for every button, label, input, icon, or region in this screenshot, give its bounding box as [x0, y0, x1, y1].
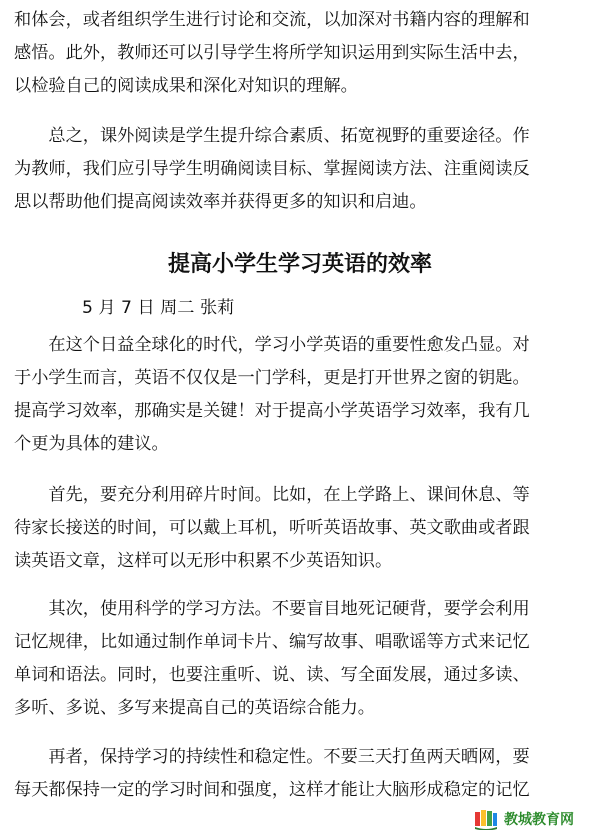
paragraph-2	[14, 120, 586, 219]
paragraph-1	[14, 4, 586, 103]
paragraph-line: 于小学生而言，英语不仅仅是一门学科，更是打开世界之窗的钥匙。	[14, 368, 530, 388]
paragraph-line: 读英语文章，这样可以无形中积累不少英语知识。	[14, 551, 393, 571]
article-meta: 5 月 7 日 周二 张莉	[82, 298, 235, 318]
paragraph-line: 在这个日益全球化的时代，学习小学英语的重要性愈发凸显。对	[14, 335, 530, 355]
paragraph-line: 个更为具体的建议。	[14, 434, 169, 454]
paragraph-line: 思以帮助他们提高阅读效率并获得更多的知识和启迪。	[14, 192, 427, 212]
paragraph-6	[14, 741, 586, 807]
paragraph-line: 记忆规律，比如通过制作单词卡片、编写故事、唱歌谣等方式来记忆	[14, 632, 530, 652]
watermark-text: 教城教育网	[504, 812, 574, 828]
paragraph-line: 提高学习效率，那确实是关键！对于提高小学英语学习效率，我有几	[14, 401, 530, 421]
paragraph-4	[14, 479, 586, 578]
paragraph-line: 首先，要充分利用碎片时间。比如，在上学路上、课间休息、等	[14, 485, 530, 505]
paragraph-line: 待家长接送的时间，可以戴上耳机，听听英语故事、英文歌曲或者跟	[14, 518, 530, 538]
site-watermark	[474, 806, 594, 832]
paragraph-line: 每天都保持一定的学习时间和强度，这样才能让大脑形成稳定的记忆	[14, 780, 530, 800]
paragraph-line: 以检验自己的阅读成果和深化对知识的理解。	[14, 76, 358, 96]
paragraph-line: 和体会，或者组织学生进行讨论和交流，以加深对书籍内容的理解和	[14, 10, 530, 30]
paragraph-line: 其次，使用科学的学习方法。不要盲目地死记硬背，要学会利用	[14, 599, 530, 619]
book-logo-icon	[474, 808, 498, 830]
paragraph-line: 为教师，我们应引导学生明确阅读目标、掌握阅读方法、注重阅读反	[14, 159, 530, 179]
paragraph-5	[14, 593, 586, 725]
paragraph-3	[14, 329, 586, 461]
paragraph-line: 总之，课外阅读是学生提升综合素质、拓宽视野的重要途径。作	[14, 126, 530, 146]
paragraph-line: 多听、多说、多写来提高自己的英语综合能力。	[14, 698, 375, 718]
paragraph-line: 单词和语法。同时，也要注重听、说、读、写全面发展，通过多读、	[14, 665, 530, 685]
article-title: 提高小学生学习英语的效率	[167, 252, 432, 277]
paragraph-line: 感悟。此外，教师还可以引导学生将所学知识运用到实际生活中去，	[14, 43, 530, 63]
paragraph-line: 再者，保持学习的持续性和稳定性。不要三天打鱼两天晒网，要	[14, 747, 530, 767]
